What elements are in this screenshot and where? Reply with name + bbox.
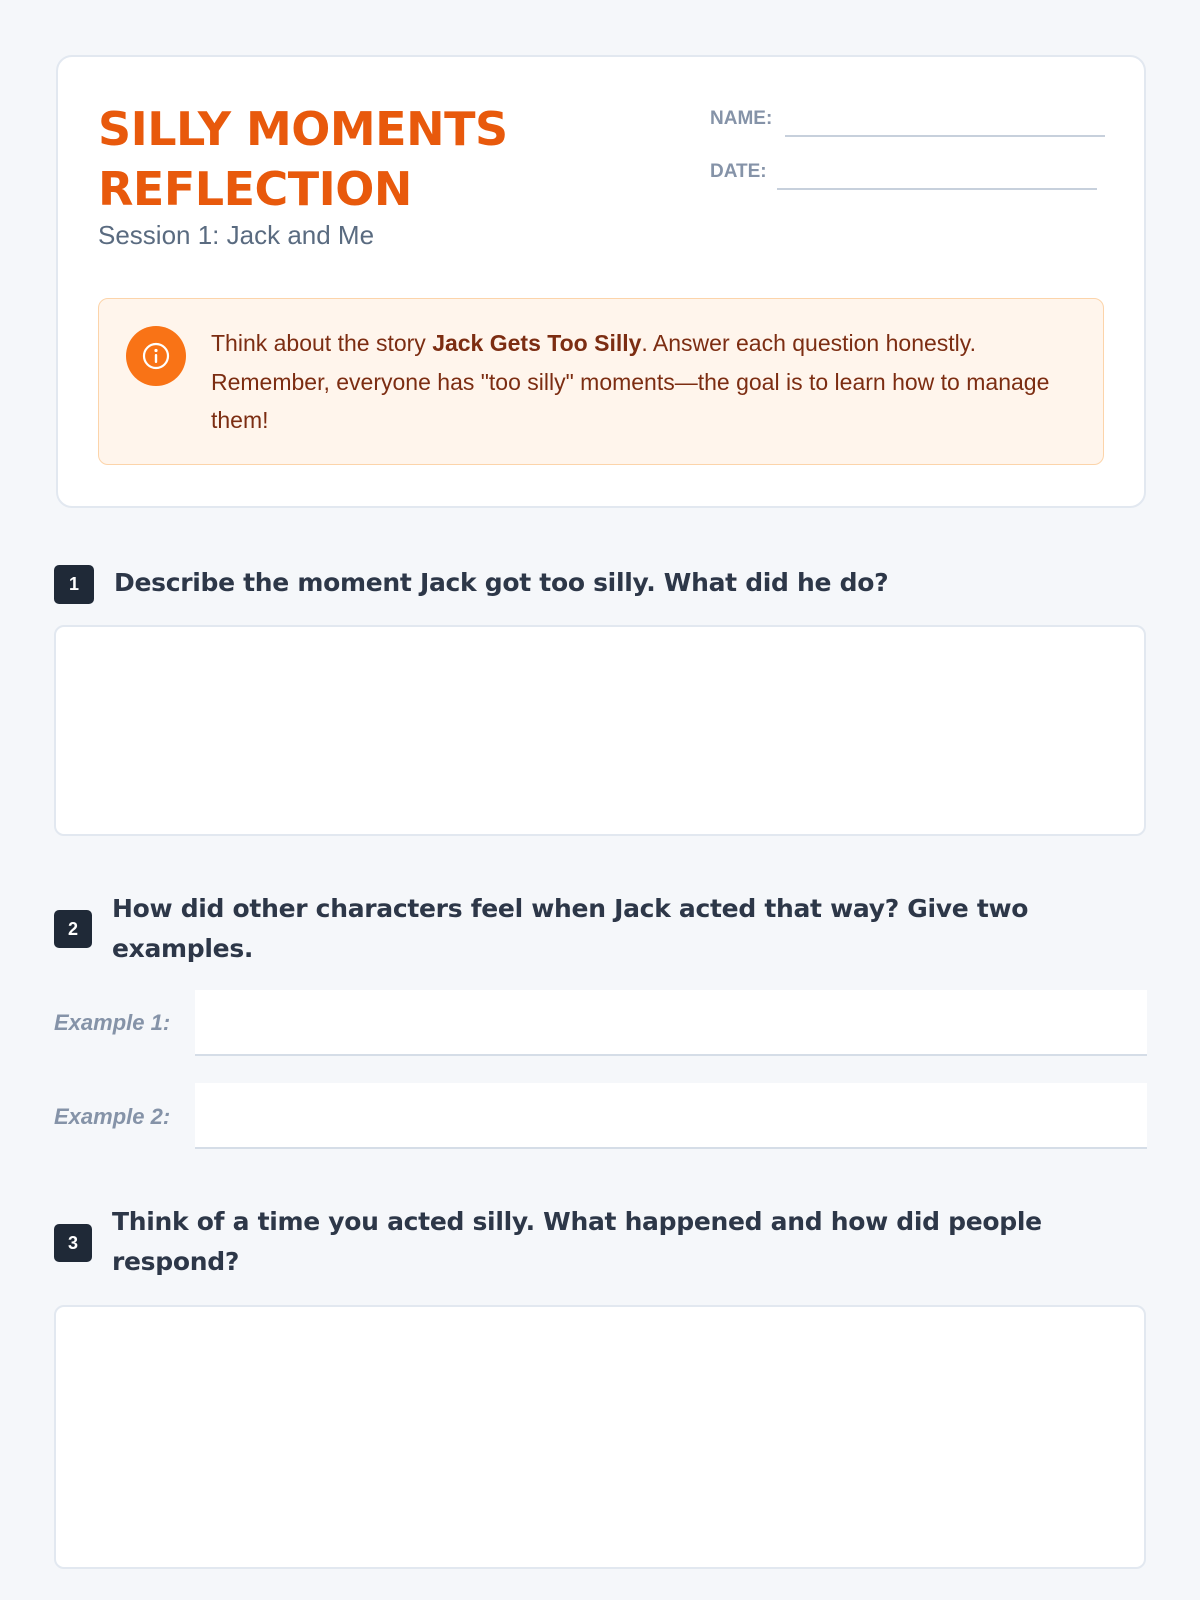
instructions-text-start: Think about the story xyxy=(211,330,433,356)
name-label: NAME: xyxy=(710,108,773,129)
question-text: Think of a time you acted silly. What happened and how did people respond? xyxy=(112,1207,1042,1276)
answer-box-1[interactable] xyxy=(54,625,1146,836)
example-2-field[interactable] xyxy=(195,1083,1147,1149)
info-icon xyxy=(126,326,186,386)
date-field[interactable] xyxy=(777,188,1097,190)
question-number-badge: 1 xyxy=(54,565,94,604)
header-card xyxy=(56,55,1146,508)
question-text: Describe the moment Jack got too silly. What did he do? xyxy=(114,568,889,597)
question-number-badge: 2 xyxy=(54,910,92,948)
question-text: How did other characters feel when Jack acted that way? Give two examples. xyxy=(112,894,1029,963)
example-1-label: Example 1: xyxy=(54,1010,171,1035)
instructions-text xyxy=(211,324,1071,440)
answer-box-3[interactable] xyxy=(54,1305,1146,1569)
instructions-callout xyxy=(98,298,1104,465)
worksheet-title: SILLY MOMENTS REFLECTION xyxy=(98,102,508,216)
story-title: Jack Gets Too Silly xyxy=(432,330,642,356)
example-1-field[interactable] xyxy=(195,990,1147,1056)
session-subtitle: Session 1: Jack and Me xyxy=(98,220,375,250)
example-2-label: Example 2: xyxy=(54,1104,171,1129)
name-field[interactable] xyxy=(785,135,1105,137)
date-label: DATE: xyxy=(710,161,767,182)
instructions-text-end: . Answer each question honestly. Remember, everyone has "too silly" moments—the goal is to learn how to manage them! xyxy=(211,330,1050,433)
question-number-badge: 3 xyxy=(54,1224,92,1262)
